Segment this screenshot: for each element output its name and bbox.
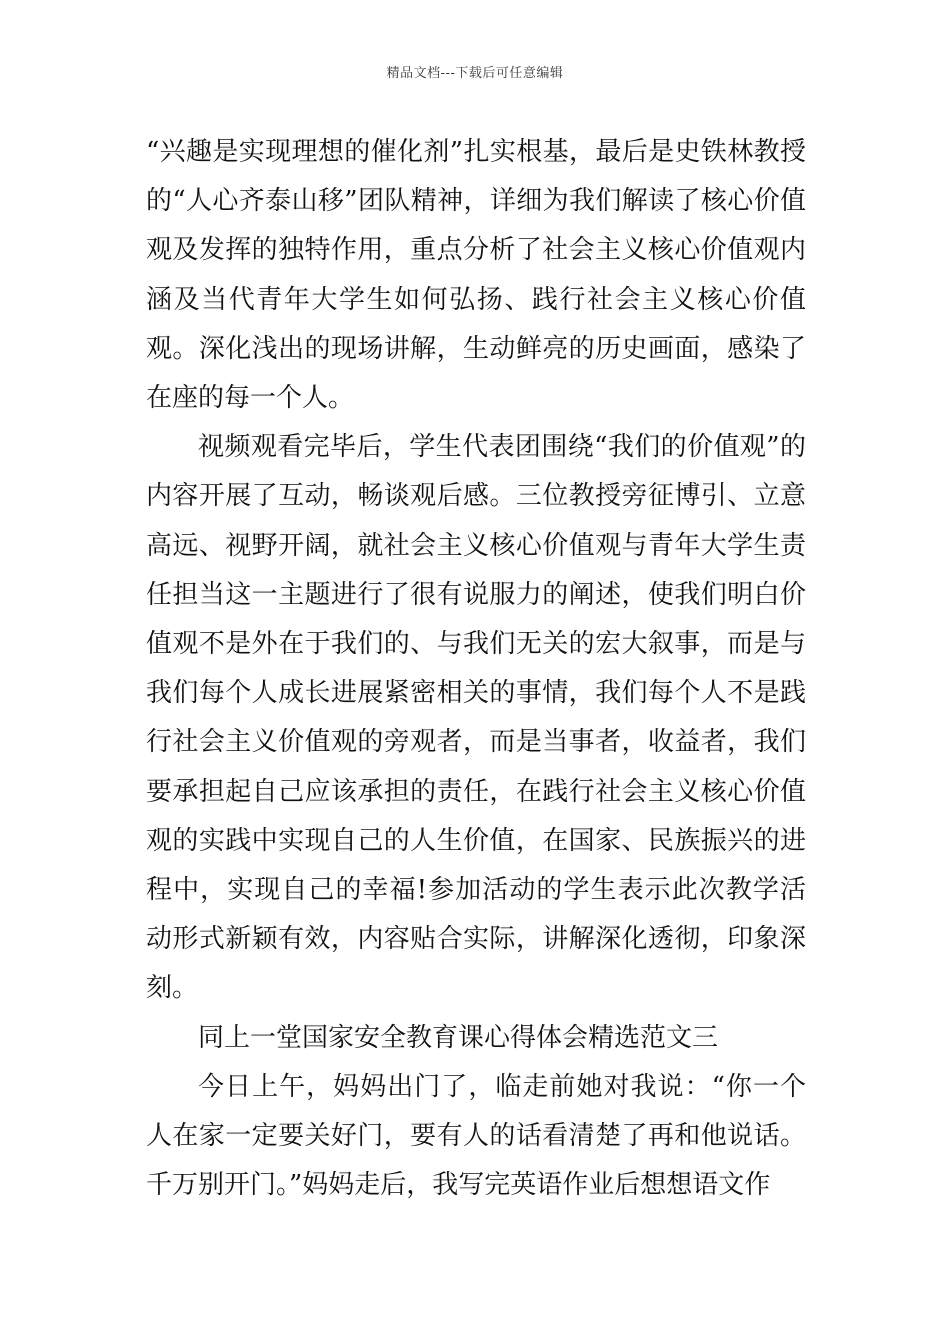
paragraph-video-discussion: 视频观看完毕后，学生代表团围绕“我们的价值观”的内容开展了互动，畅谈观后感。三位教授旁征博引、立意高远、视野开阔，就社会主义核心价值观与青年大学生责任担当这一主题进行了很有说服力的阐述，使我们明白价值观不是外在于我们的、与我们无关的宏大叙事，而是与我们每个人成长进展紧密相关的事情，我们每个人不是践行社会主义价值观的旁观者，而是当事者，收益者，我们要承担起自己应该承担的责任，在践行社会主义核心价值观的实践中实现自己的人生价值，在国家、民族振兴的进程中，实现自己的幸福!参加活动的学生表示此次教学活动形式新颖有效，内容贴合实际，讲解深化透彻，印象深刻。 [146, 432, 806, 1004]
paragraph-continuation: “兴趣是实现理想的催化剂”扎实根基，最后是史铁林教授的“人心齐泰山移”团队精神，详细为我们解读了核心价值观及发挥的独特作用，重点分析了社会主义核心价值观内涵及当代青年大学生如何弘扬、践行社会主义核心价值观。深化浅出的现场讲解，生动鲜亮的历史画面，感染了在座的每一个人。 [146, 137, 806, 414]
document-body [146, 128, 806, 1210]
page-header: 精品文档---下载后可任意编辑 [386, 66, 564, 81]
paragraph-story-start: 今日上午，妈妈出门了，临走前她对我说：“你一个人在家一定要关好门，要有人的话看清楚了再和他说话。千万别开门。”妈妈走后，我写完英语作业后想想语文作 [146, 1071, 806, 1201]
section-title: 同上一堂国家安全教育课心得体会精选范文三 [198, 1022, 719, 1053]
